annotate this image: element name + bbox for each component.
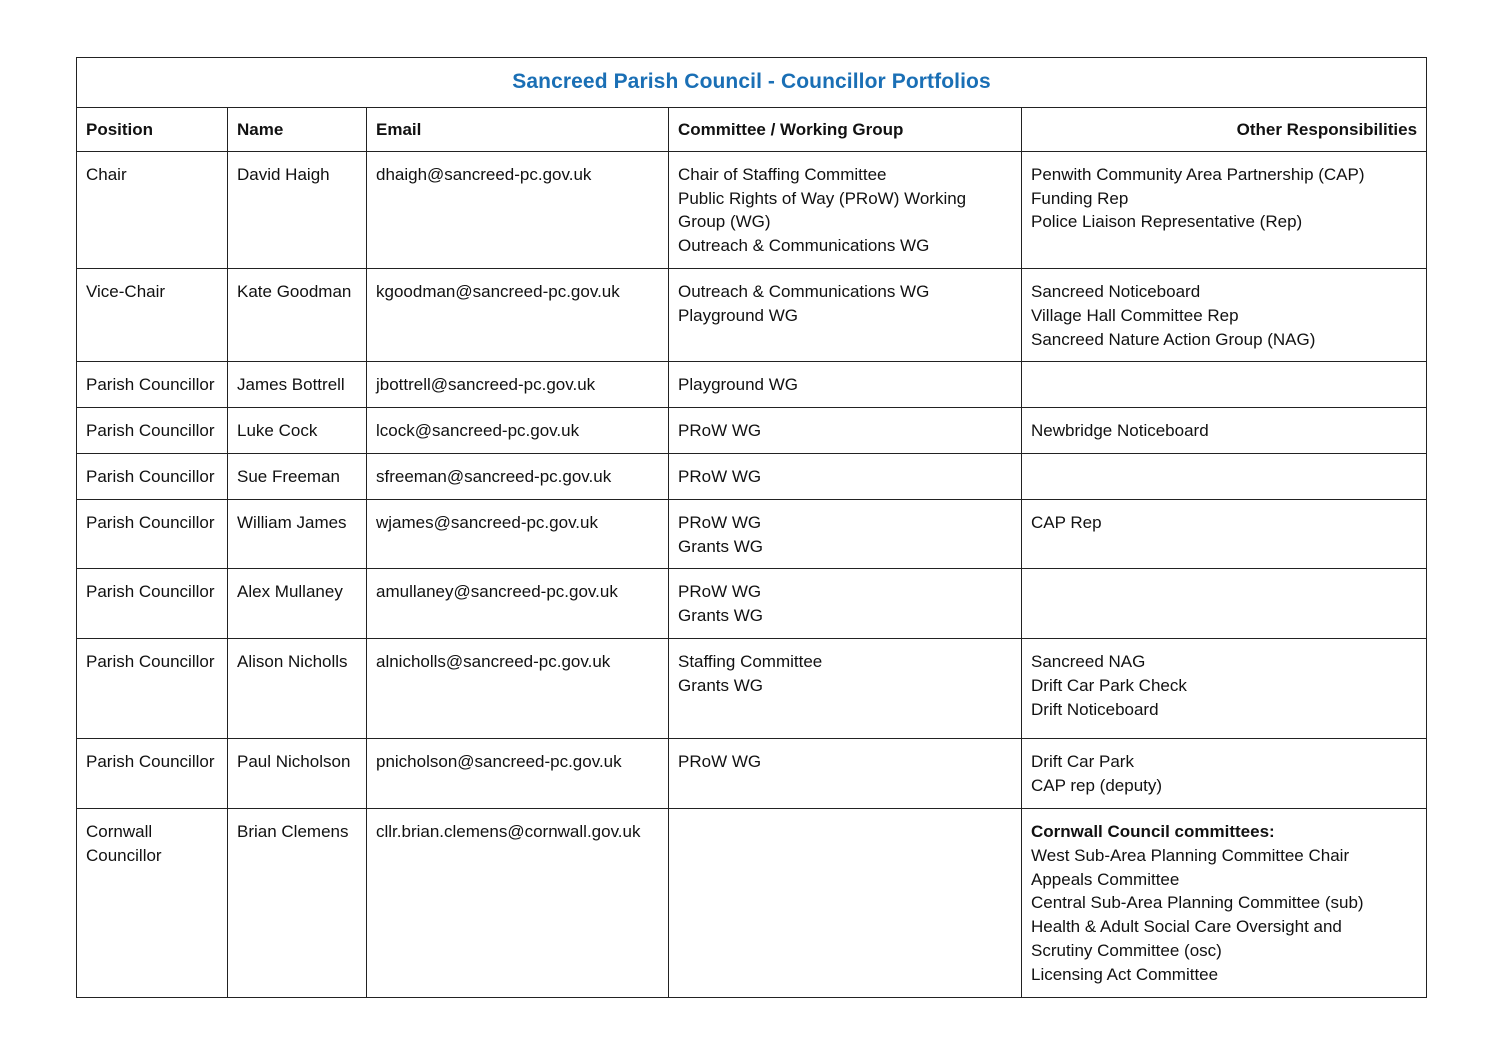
table-row	[77, 151, 1427, 268]
committee-cell	[669, 738, 1022, 808]
cell-line: Funding Rep	[1031, 188, 1129, 208]
cell-line: Drift Noticeboard	[1031, 699, 1159, 719]
table-row	[77, 268, 1427, 361]
position-cell	[77, 569, 228, 639]
name-cell: William James	[228, 499, 367, 569]
committee-cell	[669, 362, 1022, 408]
position-cell	[77, 738, 228, 808]
name-cell: Paul Nicholson	[228, 738, 367, 808]
cell-line: Playground WG	[678, 305, 798, 325]
header-name: Name	[228, 108, 367, 152]
cell-heading: Cornwall Council committees:	[1031, 821, 1275, 841]
cell-line: Grants WG	[678, 606, 764, 626]
cell-line: Parish Councillor	[86, 421, 215, 441]
cell-line: Drift Car Park	[1031, 751, 1134, 771]
table-row	[77, 362, 1427, 408]
committee-cell	[669, 453, 1022, 499]
committee-cell	[669, 569, 1022, 639]
cell-line: Village Hall Committee Rep	[1031, 305, 1239, 325]
name-cell: James Bottrell	[228, 362, 367, 408]
title-row	[77, 58, 1427, 108]
email-cell[interactable]: jbottrell@sancreed-pc.gov.uk	[367, 362, 669, 408]
email-cell[interactable]: alnicholls@sancreed-pc.gov.uk	[367, 638, 669, 738]
cell-line: Staffing Committee	[678, 651, 823, 671]
cell-line: PRoW WG	[678, 421, 762, 441]
cell-line: Drift Car Park Check	[1031, 675, 1187, 695]
cell-line: CAP rep (deputy)	[1031, 775, 1163, 795]
position-cell	[77, 408, 228, 454]
cell-line: Public Rights of Way (PRoW) Working	[678, 188, 967, 208]
cell-line: Sancreed Nature Action Group (NAG)	[1031, 329, 1316, 349]
cell-line: PRoW WG	[678, 512, 762, 532]
table-row	[77, 808, 1427, 997]
committee-cell	[669, 499, 1022, 569]
header-position: Position	[77, 108, 228, 152]
position-cell	[77, 268, 228, 361]
cell-line: Health & Adult Social Care Oversight and	[1031, 917, 1342, 937]
cell-line: Vice-Chair	[86, 281, 166, 301]
name-cell: Luke Cock	[228, 408, 367, 454]
cell-line: Grants WG	[678, 675, 764, 695]
email-cell[interactable]: dhaigh@sancreed-pc.gov.uk	[367, 151, 669, 268]
other-responsibilities-cell	[1022, 738, 1427, 808]
cell-line: Playground WG	[678, 375, 798, 395]
cell-line: CAP Rep	[1031, 512, 1102, 532]
other-responsibilities-cell	[1022, 151, 1427, 268]
other-responsibilities-cell	[1022, 408, 1427, 454]
cell-line: PRoW WG	[678, 582, 762, 602]
position-cell	[77, 808, 228, 997]
table-body	[77, 151, 1427, 997]
cell-line: PRoW WG	[678, 466, 762, 486]
cell-line: Grants WG	[678, 536, 764, 556]
committee-cell	[669, 408, 1022, 454]
table-row	[77, 453, 1427, 499]
name-cell: Sue Freeman	[228, 453, 367, 499]
cell-line: Penwith Community Area Partnership (CAP)	[1031, 164, 1365, 184]
name-cell: Kate Goodman	[228, 268, 367, 361]
email-cell[interactable]: sfreeman@sancreed-pc.gov.uk	[367, 453, 669, 499]
cell-line: Scrutiny Committee (osc)	[1031, 940, 1222, 960]
other-responsibilities-cell	[1022, 569, 1427, 639]
cell-line: Group (WG)	[678, 212, 771, 232]
other-responsibilities-cell	[1022, 453, 1427, 499]
email-cell[interactable]: wjames@sancreed-pc.gov.uk	[367, 499, 669, 569]
cell-line: Chair	[86, 164, 127, 184]
portfolio-sheet	[76, 57, 1426, 998]
other-responsibilities-cell	[1022, 638, 1427, 738]
name-cell: David Haigh	[228, 151, 367, 268]
cell-line: Parish Councillor	[86, 466, 215, 486]
name-cell: Brian Clemens	[228, 808, 367, 997]
email-cell[interactable]: lcock@sancreed-pc.gov.uk	[367, 408, 669, 454]
other-responsibilities-cell	[1022, 268, 1427, 361]
cell-line: Parish Councillor	[86, 512, 215, 532]
other-responsibilities-cell	[1022, 362, 1427, 408]
other-responsibilities-cell	[1022, 808, 1427, 997]
cell-line: PRoW WG	[678, 751, 762, 771]
cell-line: Councillor	[86, 845, 162, 865]
email-cell[interactable]: kgoodman@sancreed-pc.gov.uk	[367, 268, 669, 361]
table-row	[77, 638, 1427, 738]
email-cell[interactable]: pnicholson@sancreed-pc.gov.uk	[367, 738, 669, 808]
cell-line: Parish Councillor	[86, 751, 215, 771]
table-row	[77, 738, 1427, 808]
cell-line: Police Liaison Representative (Rep)	[1031, 212, 1303, 232]
other-responsibilities-cell	[1022, 499, 1427, 569]
cell-line: Chair of Staffing Committee	[678, 164, 887, 184]
table-title: Sancreed Parish Council - Councillor Portfolios	[512, 69, 991, 93]
cell-line: Parish Councillor	[86, 582, 215, 602]
header-other-responsibilities: Other Responsibilities	[1022, 108, 1427, 152]
cell-line: Outreach & Communications WG	[678, 236, 930, 256]
cell-line: Cornwall	[86, 821, 153, 841]
cell-line: Appeals Committee	[1031, 869, 1180, 889]
position-cell	[77, 638, 228, 738]
cell-line: West Sub-Area Planning Committee Chair	[1031, 845, 1350, 865]
cell-line: Sancreed Noticeboard	[1031, 281, 1201, 301]
email-cell[interactable]: cllr.brian.clemens@cornwall.gov.uk	[367, 808, 669, 997]
committee-cell	[669, 638, 1022, 738]
header-row	[77, 108, 1427, 152]
position-cell	[77, 453, 228, 499]
cell-line: Outreach & Communications WG	[678, 281, 930, 301]
cell-line: Licensing Act Committee	[1031, 964, 1219, 984]
email-cell[interactable]: amullaney@sancreed-pc.gov.uk	[367, 569, 669, 639]
cell-line: Central Sub-Area Planning Committee (sub)	[1031, 893, 1364, 913]
table-row	[77, 499, 1427, 569]
councillor-portfolios-table	[76, 57, 1427, 998]
position-cell	[77, 499, 228, 569]
cell-line: Parish Councillor	[86, 375, 215, 395]
header-committee: Committee / Working Group	[669, 108, 1022, 152]
table-row	[77, 408, 1427, 454]
committee-cell	[669, 151, 1022, 268]
cell-line: Parish Councillor	[86, 651, 215, 671]
header-email: Email	[367, 108, 669, 152]
name-cell: Alex Mullaney	[228, 569, 367, 639]
committee-cell	[669, 808, 1022, 997]
committee-cell	[669, 268, 1022, 361]
table-title-cell	[77, 58, 1427, 108]
position-cell	[77, 362, 228, 408]
cell-line: Newbridge Noticeboard	[1031, 421, 1209, 441]
cell-line: Sancreed NAG	[1031, 651, 1146, 671]
name-cell: Alison Nicholls	[228, 638, 367, 738]
position-cell	[77, 151, 228, 268]
table-row	[77, 569, 1427, 639]
